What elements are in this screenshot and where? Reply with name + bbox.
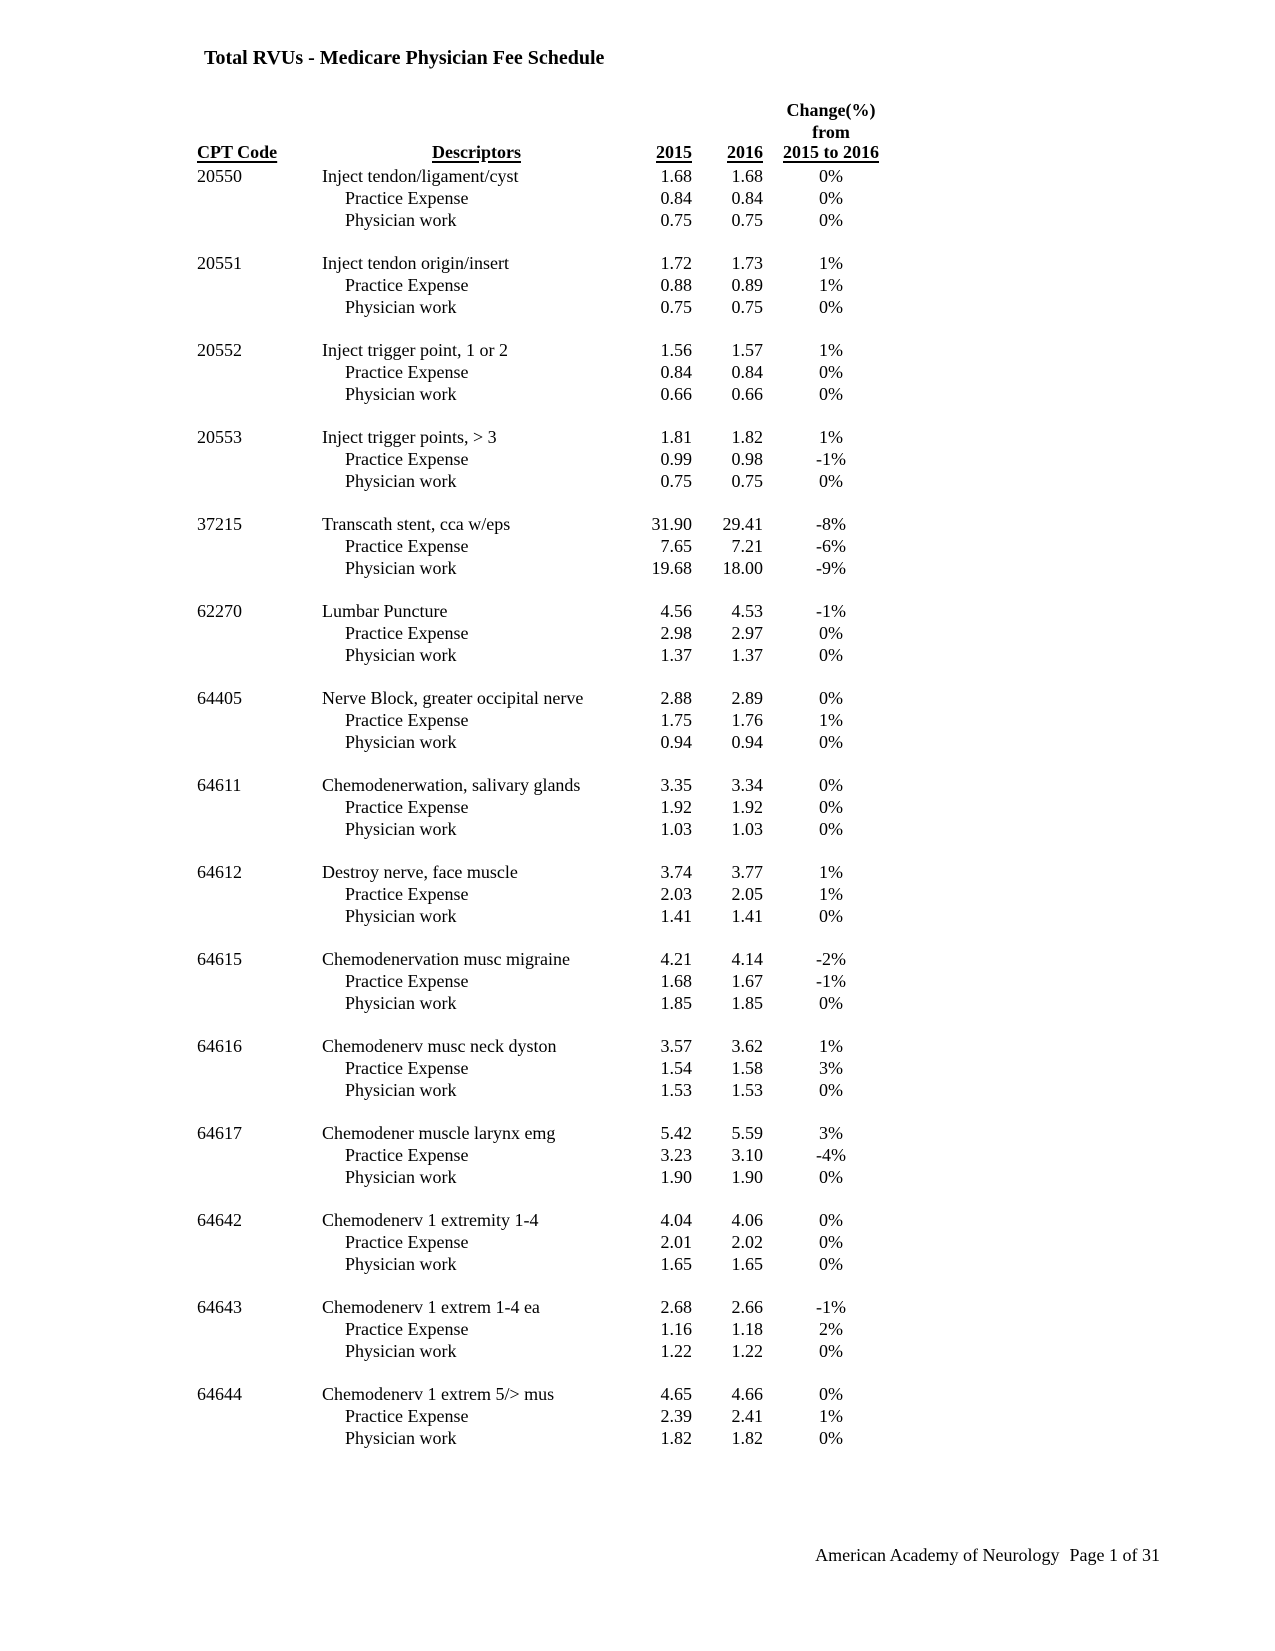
descriptor-cell: Chemodenerv 1 extremity 1-4 bbox=[322, 1210, 539, 1230]
cpt-group bbox=[0, 775, 1275, 840]
value-2016-cell: 0.84 bbox=[731, 361, 763, 382]
descriptor-cell: Inject trigger points, > 3 bbox=[322, 427, 497, 447]
change-cell: -1% bbox=[816, 601, 846, 621]
change-cell: 1% bbox=[819, 274, 843, 295]
descriptor-cell: Chemodenervation musc migraine bbox=[322, 949, 570, 969]
descriptor-cell: Chemodenerv 1 extrem 1-4 ea bbox=[322, 1297, 540, 1317]
descriptor-cell: Practice Expense bbox=[345, 187, 469, 208]
change-cell: 1% bbox=[819, 253, 843, 273]
table-row bbox=[0, 645, 1275, 667]
column-header-2015: 2015 bbox=[656, 142, 692, 162]
table-row bbox=[0, 275, 1275, 297]
change-cell: 0% bbox=[819, 731, 843, 752]
descriptor-cell: Physician work bbox=[345, 1079, 457, 1100]
value-2016-cell: 2.05 bbox=[731, 883, 763, 904]
change-cell: -8% bbox=[816, 514, 846, 534]
value-2016-cell: 4.53 bbox=[731, 601, 763, 621]
change-cell: 1% bbox=[819, 862, 843, 882]
value-2015-cell: 2.68 bbox=[660, 1297, 692, 1317]
value-2016-cell: 4.06 bbox=[731, 1210, 763, 1230]
descriptor-cell: Nerve Block, greater occipital nerve bbox=[322, 688, 584, 708]
value-2016-cell: 1.76 bbox=[731, 709, 763, 730]
change-cell: 3% bbox=[819, 1123, 843, 1143]
value-2015-cell: 3.57 bbox=[660, 1036, 692, 1056]
descriptor-cell: Physician work bbox=[345, 731, 457, 752]
cpt-code-cell: 64642 bbox=[197, 1210, 242, 1230]
descriptor-cell: Physician work bbox=[345, 905, 457, 926]
cpt-code-cell: 37215 bbox=[197, 514, 242, 534]
change-cell: 2% bbox=[819, 1318, 843, 1339]
cpt-code-cell: 64643 bbox=[197, 1297, 242, 1317]
page-footer bbox=[815, 1544, 1160, 1566]
cpt-code-cell: 64615 bbox=[197, 949, 242, 969]
change-cell: 0% bbox=[819, 688, 843, 708]
value-2016-cell: 18.00 bbox=[722, 557, 763, 578]
value-2015-cell: 1.68 bbox=[660, 970, 692, 991]
descriptor-cell: Practice Expense bbox=[345, 796, 469, 817]
table-row bbox=[0, 1167, 1275, 1189]
table-row bbox=[0, 971, 1275, 993]
value-2016-cell: 1.57 bbox=[731, 340, 763, 360]
change-cell: 1% bbox=[819, 883, 843, 904]
cpt-code-cell: 64617 bbox=[197, 1123, 242, 1143]
table-row bbox=[0, 1123, 1275, 1145]
value-2015-cell: 1.81 bbox=[660, 427, 692, 447]
change-cell: 0% bbox=[819, 1340, 843, 1361]
value-2015-cell: 2.88 bbox=[660, 688, 692, 708]
descriptor-cell: Physician work bbox=[345, 296, 457, 317]
table-row bbox=[0, 471, 1275, 493]
descriptor-cell: Chemodener muscle larynx emg bbox=[322, 1123, 556, 1143]
cpt-code-cell: 64644 bbox=[197, 1384, 242, 1404]
change-cell: 0% bbox=[819, 622, 843, 643]
table-row bbox=[0, 384, 1275, 406]
value-2016-cell: 1.65 bbox=[731, 1253, 763, 1274]
table-row bbox=[0, 297, 1275, 319]
cpt-group bbox=[0, 688, 1275, 753]
column-header-cpt-code: CPT Code bbox=[197, 142, 278, 162]
cpt-group bbox=[0, 1036, 1275, 1101]
value-2016-cell: 4.66 bbox=[731, 1384, 763, 1404]
value-2015-cell: 2.03 bbox=[660, 883, 692, 904]
descriptor-cell: Physician work bbox=[345, 644, 457, 665]
column-header-change-range: 2015 to 2016 bbox=[783, 142, 879, 162]
table-row bbox=[0, 1080, 1275, 1102]
descriptor-cell: Practice Expense bbox=[345, 709, 469, 730]
descriptor-cell: Physician work bbox=[345, 1427, 457, 1448]
change-cell: -1% bbox=[816, 1297, 846, 1317]
cpt-code-cell: 64612 bbox=[197, 862, 242, 882]
value-2015-cell: 2.39 bbox=[660, 1405, 692, 1426]
table-row bbox=[0, 775, 1275, 797]
cpt-group bbox=[0, 601, 1275, 666]
cpt-group bbox=[0, 862, 1275, 927]
value-2015-cell: 1.22 bbox=[660, 1340, 692, 1361]
descriptor-cell: Practice Expense bbox=[345, 535, 469, 556]
descriptor-cell: Practice Expense bbox=[345, 1318, 469, 1339]
value-2015-cell: 1.03 bbox=[660, 818, 692, 839]
table-row bbox=[0, 1319, 1275, 1341]
change-cell: -6% bbox=[816, 535, 846, 556]
table-row bbox=[0, 1297, 1275, 1319]
value-2015-cell: 0.84 bbox=[660, 361, 692, 382]
table-row bbox=[0, 797, 1275, 819]
table-row bbox=[0, 449, 1275, 471]
change-cell: -2% bbox=[816, 949, 846, 969]
value-2016-cell: 0.89 bbox=[731, 274, 763, 295]
column-header-change-from: from bbox=[812, 122, 850, 142]
change-cell: 0% bbox=[819, 296, 843, 317]
table-row bbox=[0, 710, 1275, 732]
cpt-code-cell: 20551 bbox=[197, 253, 242, 273]
table-row bbox=[0, 732, 1275, 754]
value-2016-cell: 2.41 bbox=[731, 1405, 763, 1426]
value-2015-cell: 7.65 bbox=[660, 535, 692, 556]
value-2016-cell: 1.92 bbox=[731, 796, 763, 817]
descriptor-cell: Lumbar Puncture bbox=[322, 601, 448, 621]
value-2015-cell: 1.37 bbox=[660, 644, 692, 665]
table-row bbox=[0, 558, 1275, 580]
value-2016-cell: 3.10 bbox=[731, 1144, 763, 1165]
value-2016-cell: 3.34 bbox=[731, 775, 763, 795]
value-2016-cell: 2.66 bbox=[731, 1297, 763, 1317]
descriptor-cell: Physician work bbox=[345, 1166, 457, 1187]
change-cell: 1% bbox=[819, 340, 843, 360]
descriptor-cell: Chemodenerwation, salivary glands bbox=[322, 775, 581, 795]
value-2016-cell: 5.59 bbox=[731, 1123, 763, 1143]
table-row bbox=[0, 993, 1275, 1015]
value-2016-cell: 1.73 bbox=[731, 253, 763, 273]
value-2015-cell: 4.21 bbox=[660, 949, 692, 969]
change-cell: 0% bbox=[819, 361, 843, 382]
value-2015-cell: 1.85 bbox=[660, 992, 692, 1013]
change-cell: 0% bbox=[819, 166, 843, 186]
change-cell: 0% bbox=[819, 992, 843, 1013]
change-cell: 0% bbox=[819, 1166, 843, 1187]
value-2016-cell: 0.84 bbox=[731, 187, 763, 208]
value-2016-cell: 0.94 bbox=[731, 731, 763, 752]
change-cell: 0% bbox=[819, 1384, 843, 1404]
value-2016-cell: 1.67 bbox=[731, 970, 763, 991]
value-2015-cell: 1.68 bbox=[660, 166, 692, 186]
table-row bbox=[0, 949, 1275, 971]
change-cell: 0% bbox=[819, 1427, 843, 1448]
value-2015-cell: 0.94 bbox=[660, 731, 692, 752]
value-2016-cell: 1.68 bbox=[731, 166, 763, 186]
descriptor-cell: Chemodenerv musc neck dyston bbox=[322, 1036, 557, 1056]
cpt-group bbox=[0, 949, 1275, 1014]
cpt-code-cell: 20550 bbox=[197, 166, 242, 186]
value-2015-cell: 4.65 bbox=[660, 1384, 692, 1404]
value-2015-cell: 1.72 bbox=[660, 253, 692, 273]
value-2016-cell: 2.02 bbox=[731, 1231, 763, 1252]
change-cell: 3% bbox=[819, 1057, 843, 1078]
descriptor-cell: Practice Expense bbox=[345, 1057, 469, 1078]
value-2015-cell: 1.54 bbox=[660, 1057, 692, 1078]
value-2016-cell: 1.58 bbox=[731, 1057, 763, 1078]
value-2016-cell: 1.18 bbox=[731, 1318, 763, 1339]
change-cell: -9% bbox=[816, 557, 846, 578]
cpt-group bbox=[0, 427, 1275, 492]
table-row bbox=[0, 1384, 1275, 1406]
change-cell: 0% bbox=[819, 796, 843, 817]
descriptor-cell: Physician work bbox=[345, 1253, 457, 1274]
value-2015-cell: 0.66 bbox=[660, 383, 692, 404]
table-row bbox=[0, 427, 1275, 449]
cpt-group bbox=[0, 1297, 1275, 1362]
table-row bbox=[0, 1406, 1275, 1428]
cpt-code-cell: 20553 bbox=[197, 427, 242, 447]
value-2015-cell: 1.16 bbox=[660, 1318, 692, 1339]
table-row bbox=[0, 623, 1275, 645]
descriptor-cell: Practice Expense bbox=[345, 1231, 469, 1252]
value-2015-cell: 19.68 bbox=[651, 557, 692, 578]
table-header-row bbox=[0, 141, 1275, 163]
cpt-group bbox=[0, 1384, 1275, 1449]
table-row bbox=[0, 862, 1275, 884]
value-2015-cell: 0.75 bbox=[660, 296, 692, 317]
value-2015-cell: 3.35 bbox=[660, 775, 692, 795]
value-2015-cell: 1.75 bbox=[660, 709, 692, 730]
change-cell: -1% bbox=[816, 448, 846, 469]
value-2015-cell: 0.84 bbox=[660, 187, 692, 208]
descriptor-cell: Practice Expense bbox=[345, 970, 469, 991]
value-2016-cell: 1.85 bbox=[731, 992, 763, 1013]
table-row bbox=[0, 340, 1275, 362]
value-2015-cell: 1.41 bbox=[660, 905, 692, 926]
change-cell: 0% bbox=[819, 1231, 843, 1252]
value-2015-cell: 3.23 bbox=[660, 1144, 692, 1165]
value-2015-cell: 31.90 bbox=[651, 514, 692, 534]
change-cell: 0% bbox=[819, 644, 843, 665]
cpt-group bbox=[0, 514, 1275, 579]
table-row bbox=[0, 166, 1275, 188]
descriptor-cell: Destroy nerve, face muscle bbox=[322, 862, 518, 882]
change-cell: 0% bbox=[819, 1253, 843, 1274]
value-2016-cell: 29.41 bbox=[722, 514, 763, 534]
value-2016-cell: 0.75 bbox=[731, 296, 763, 317]
descriptor-cell: Practice Expense bbox=[345, 1405, 469, 1426]
table-row bbox=[0, 1428, 1275, 1450]
table-row bbox=[0, 1145, 1275, 1167]
cpt-group bbox=[0, 340, 1275, 405]
table-row bbox=[0, 1036, 1275, 1058]
descriptor-cell: Physician work bbox=[345, 992, 457, 1013]
descriptor-cell: Chemodenerv 1 extrem 5/> mus bbox=[322, 1384, 555, 1404]
table-row bbox=[0, 906, 1275, 928]
descriptor-cell: Practice Expense bbox=[345, 448, 469, 469]
cpt-code-cell: 20552 bbox=[197, 340, 242, 360]
change-cell: 1% bbox=[819, 427, 843, 447]
change-cell: 1% bbox=[819, 1036, 843, 1056]
cpt-group bbox=[0, 1210, 1275, 1275]
cpt-code-cell: 64616 bbox=[197, 1036, 242, 1056]
descriptor-cell: Physician work bbox=[345, 209, 457, 230]
descriptor-cell: Physician work bbox=[345, 818, 457, 839]
change-cell: 0% bbox=[819, 209, 843, 230]
value-2015-cell: 4.56 bbox=[660, 601, 692, 621]
descriptor-cell: Transcath stent, cca w/eps bbox=[322, 514, 511, 534]
value-2016-cell: 2.97 bbox=[731, 622, 763, 643]
descriptor-cell: Practice Expense bbox=[345, 883, 469, 904]
table-row bbox=[0, 210, 1275, 232]
change-cell: 1% bbox=[819, 709, 843, 730]
change-cell: 0% bbox=[819, 470, 843, 491]
descriptor-cell: Physician work bbox=[345, 470, 457, 491]
descriptor-cell: Inject tendon/ligament/cyst bbox=[322, 166, 519, 186]
cpt-code-cell: 62270 bbox=[197, 601, 242, 621]
value-2016-cell: 0.75 bbox=[731, 470, 763, 491]
value-2016-cell: 3.77 bbox=[731, 862, 763, 882]
descriptor-cell: Inject trigger point, 1 or 2 bbox=[322, 340, 508, 360]
change-cell: 0% bbox=[819, 905, 843, 926]
column-header-descriptors: Descriptors bbox=[432, 142, 521, 162]
value-2016-cell: 2.89 bbox=[731, 688, 763, 708]
value-2015-cell: 1.65 bbox=[660, 1253, 692, 1274]
column-header-2016: 2016 bbox=[727, 142, 763, 162]
value-2015-cell: 2.01 bbox=[660, 1231, 692, 1252]
change-cell: -1% bbox=[816, 970, 846, 991]
value-2016-cell: 1.22 bbox=[731, 1340, 763, 1361]
change-cell: 0% bbox=[819, 775, 843, 795]
descriptor-cell: Practice Expense bbox=[345, 622, 469, 643]
table-row bbox=[0, 1058, 1275, 1080]
table-row bbox=[0, 188, 1275, 210]
page-title: Total RVUs - Medicare Physician Fee Schedule bbox=[204, 47, 605, 69]
cpt-group bbox=[0, 166, 1275, 231]
change-cell: -4% bbox=[816, 1144, 846, 1165]
value-2015-cell: 5.42 bbox=[660, 1123, 692, 1143]
value-2015-cell: 3.74 bbox=[660, 862, 692, 882]
value-2015-cell: 1.82 bbox=[660, 1427, 692, 1448]
value-2016-cell: 1.03 bbox=[731, 818, 763, 839]
change-cell: 0% bbox=[819, 818, 843, 839]
cpt-group bbox=[0, 253, 1275, 318]
descriptor-cell: Practice Expense bbox=[345, 274, 469, 295]
change-cell: 0% bbox=[819, 187, 843, 208]
value-2015-cell: 1.90 bbox=[660, 1166, 692, 1187]
value-2016-cell: 1.53 bbox=[731, 1079, 763, 1100]
value-2015-cell: 0.88 bbox=[660, 274, 692, 295]
descriptor-cell: Inject tendon origin/insert bbox=[322, 253, 509, 273]
value-2016-cell: 1.90 bbox=[731, 1166, 763, 1187]
descriptor-cell: Practice Expense bbox=[345, 1144, 469, 1165]
table-row bbox=[0, 1341, 1275, 1363]
value-2015-cell: 0.99 bbox=[660, 448, 692, 469]
value-2016-cell: 0.66 bbox=[731, 383, 763, 404]
value-2015-cell: 0.75 bbox=[660, 209, 692, 230]
descriptor-cell: Physician work bbox=[345, 557, 457, 578]
change-cell: 0% bbox=[819, 1079, 843, 1100]
value-2015-cell: 1.56 bbox=[660, 340, 692, 360]
value-2015-cell: 4.04 bbox=[660, 1210, 692, 1230]
descriptor-cell: Practice Expense bbox=[345, 361, 469, 382]
table-row bbox=[0, 1254, 1275, 1276]
value-2016-cell: 7.21 bbox=[731, 535, 763, 556]
cpt-code-cell: 64611 bbox=[197, 775, 242, 795]
value-2016-cell: 1.37 bbox=[731, 644, 763, 665]
table-row bbox=[0, 884, 1275, 906]
descriptor-cell: Physician work bbox=[345, 1340, 457, 1361]
value-2015-cell: 1.92 bbox=[660, 796, 692, 817]
value-2015-cell: 1.53 bbox=[660, 1079, 692, 1100]
footer-page-number: Page 1 of 31 bbox=[1069, 1545, 1160, 1565]
value-2016-cell: 0.75 bbox=[731, 209, 763, 230]
table-row bbox=[0, 819, 1275, 841]
change-cell: 0% bbox=[819, 383, 843, 404]
table-row bbox=[0, 253, 1275, 275]
value-2016-cell: 1.82 bbox=[731, 1427, 763, 1448]
table-row bbox=[0, 514, 1275, 536]
value-2016-cell: 3.62 bbox=[731, 1036, 763, 1056]
table-row bbox=[0, 1210, 1275, 1232]
change-cell: 0% bbox=[819, 1210, 843, 1230]
rvu-table-body bbox=[0, 166, 1275, 1471]
table-row bbox=[0, 688, 1275, 710]
table-row bbox=[0, 601, 1275, 623]
column-header-change: Change(%) bbox=[786, 100, 876, 120]
descriptor-cell: Physician work bbox=[345, 383, 457, 404]
change-cell: 1% bbox=[819, 1405, 843, 1426]
cpt-code-cell: 64405 bbox=[197, 688, 242, 708]
table-row bbox=[0, 536, 1275, 558]
value-2016-cell: 1.41 bbox=[731, 905, 763, 926]
table-row bbox=[0, 362, 1275, 384]
value-2016-cell: 1.82 bbox=[731, 427, 763, 447]
cpt-group bbox=[0, 1123, 1275, 1188]
table-row bbox=[0, 1232, 1275, 1254]
value-2015-cell: 2.98 bbox=[660, 622, 692, 643]
value-2015-cell: 0.75 bbox=[660, 470, 692, 491]
value-2016-cell: 4.14 bbox=[731, 949, 763, 969]
value-2016-cell: 0.98 bbox=[731, 448, 763, 469]
footer-organization: American Academy of Neurology bbox=[815, 1545, 1060, 1565]
